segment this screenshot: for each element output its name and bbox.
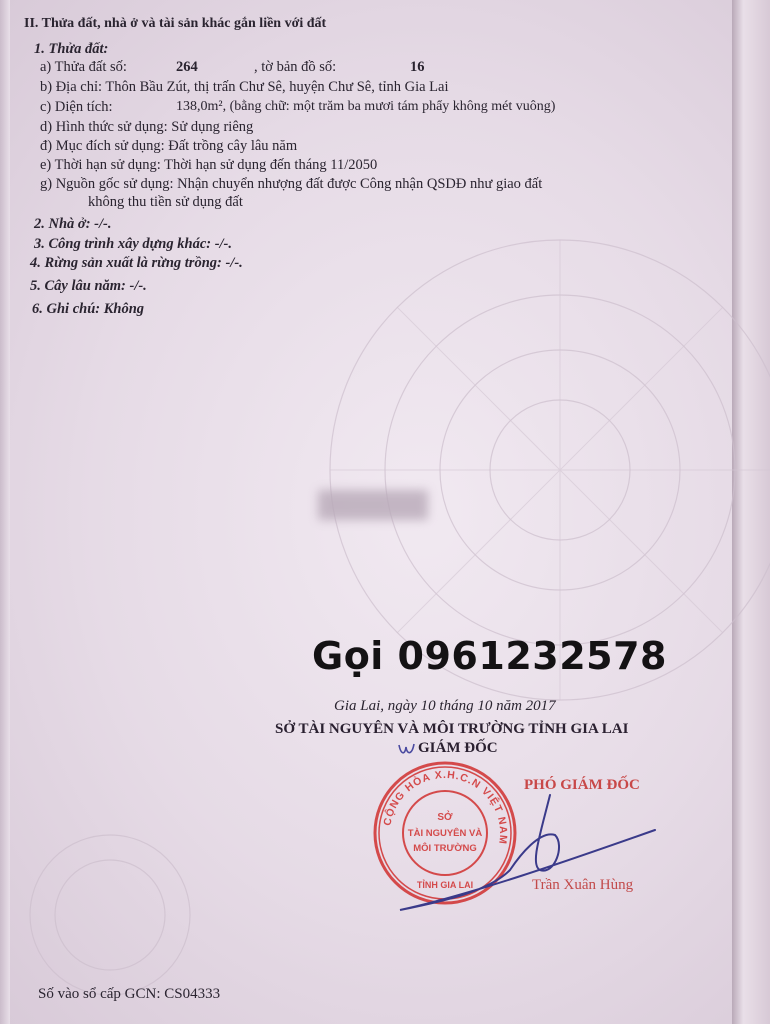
address-line: b) Địa chỉ: Thôn Bầu Zút, thị trấn Chư Sê, huyện Chư Sê, tỉnh Gia Lai — [40, 79, 449, 95]
parcel-number-label: a) Thửa đất số: — [40, 59, 127, 75]
stamp-center-line-1: SỞ — [437, 812, 453, 823]
initials-mark — [397, 741, 417, 759]
blurred-region — [318, 490, 428, 520]
section1-title: 1. Thửa đất: — [34, 41, 109, 57]
map-sheet-value: 16 — [410, 59, 425, 75]
area-label: c) Diện tích: — [40, 99, 113, 115]
section2-house: 2. Nhà ở: -/-. — [34, 216, 112, 232]
usage-form-line: d) Hình thức sử dụng: Sử dụng riêng — [40, 119, 254, 135]
stamp-center-line-2: TÀI NGUYÊN VÀ — [407, 828, 483, 839]
deputy-director-title: PHÓ GIÁM ĐỐC — [524, 777, 640, 793]
issue-date-line: Gia Lai, ngày 10 tháng 10 năm 2017 — [334, 698, 556, 714]
issuing-agency: SỞ TÀI NGUYÊN VÀ MÔI TRƯỜNG TỈNH GIA LAI — [275, 721, 629, 737]
phone-overlay: Gọi 0961232578 — [312, 634, 667, 678]
signer-name: Trần Xuân Hùng — [532, 877, 634, 893]
usage-origin-line-2: không thu tiền sử dụng đất — [88, 194, 243, 210]
section3-construction: 3. Công trình xây dựng khác: -/-. — [34, 236, 233, 252]
section-heading: II. Thửa đất, nhà ở và tài sản khác gắn liền với đất — [24, 16, 327, 31]
section4-forest: 4. Rừng sản xuất là rừng trồng: -/-. — [30, 255, 243, 271]
area-value: 138,0m², (bằng chữ: một trăm ba mươi tám phẩy không mét vuông) — [176, 99, 556, 114]
stamp-ring-text: CỘNG HÒA X.H.C.N VIỆT NAM — [381, 768, 510, 846]
usage-term-line: e) Thời hạn sử dụng: Thời hạn sử dụng đến tháng 11/2050 — [40, 157, 378, 173]
section5-perennial: 5. Cây lâu năm: -/-. — [30, 278, 147, 294]
registry-number-line: Số vào sổ cấp GCN: CS04333 — [38, 986, 221, 1002]
director-title: GIÁM ĐỐC — [418, 740, 498, 756]
map-sheet-label: , tờ bản đồ số: — [254, 59, 337, 75]
stamp-bottom-text: TỈNH GIA LAI — [416, 880, 474, 890]
section6-note: 6. Ghi chú: Không — [32, 301, 145, 317]
signature-mark — [390, 775, 670, 925]
usage-purpose-line: đ) Mục đích sử dụng: Đất trồng cây lâu năm — [40, 138, 298, 154]
parcel-number-value: 264 — [176, 59, 198, 75]
usage-origin-line: g) Nguồn gốc sử dụng: Nhận chuyển nhượng đất được Công nhận QSDĐ như giao đất — [40, 176, 543, 192]
stamp-center-line-3: MÔI TRƯỜNG — [413, 843, 477, 854]
